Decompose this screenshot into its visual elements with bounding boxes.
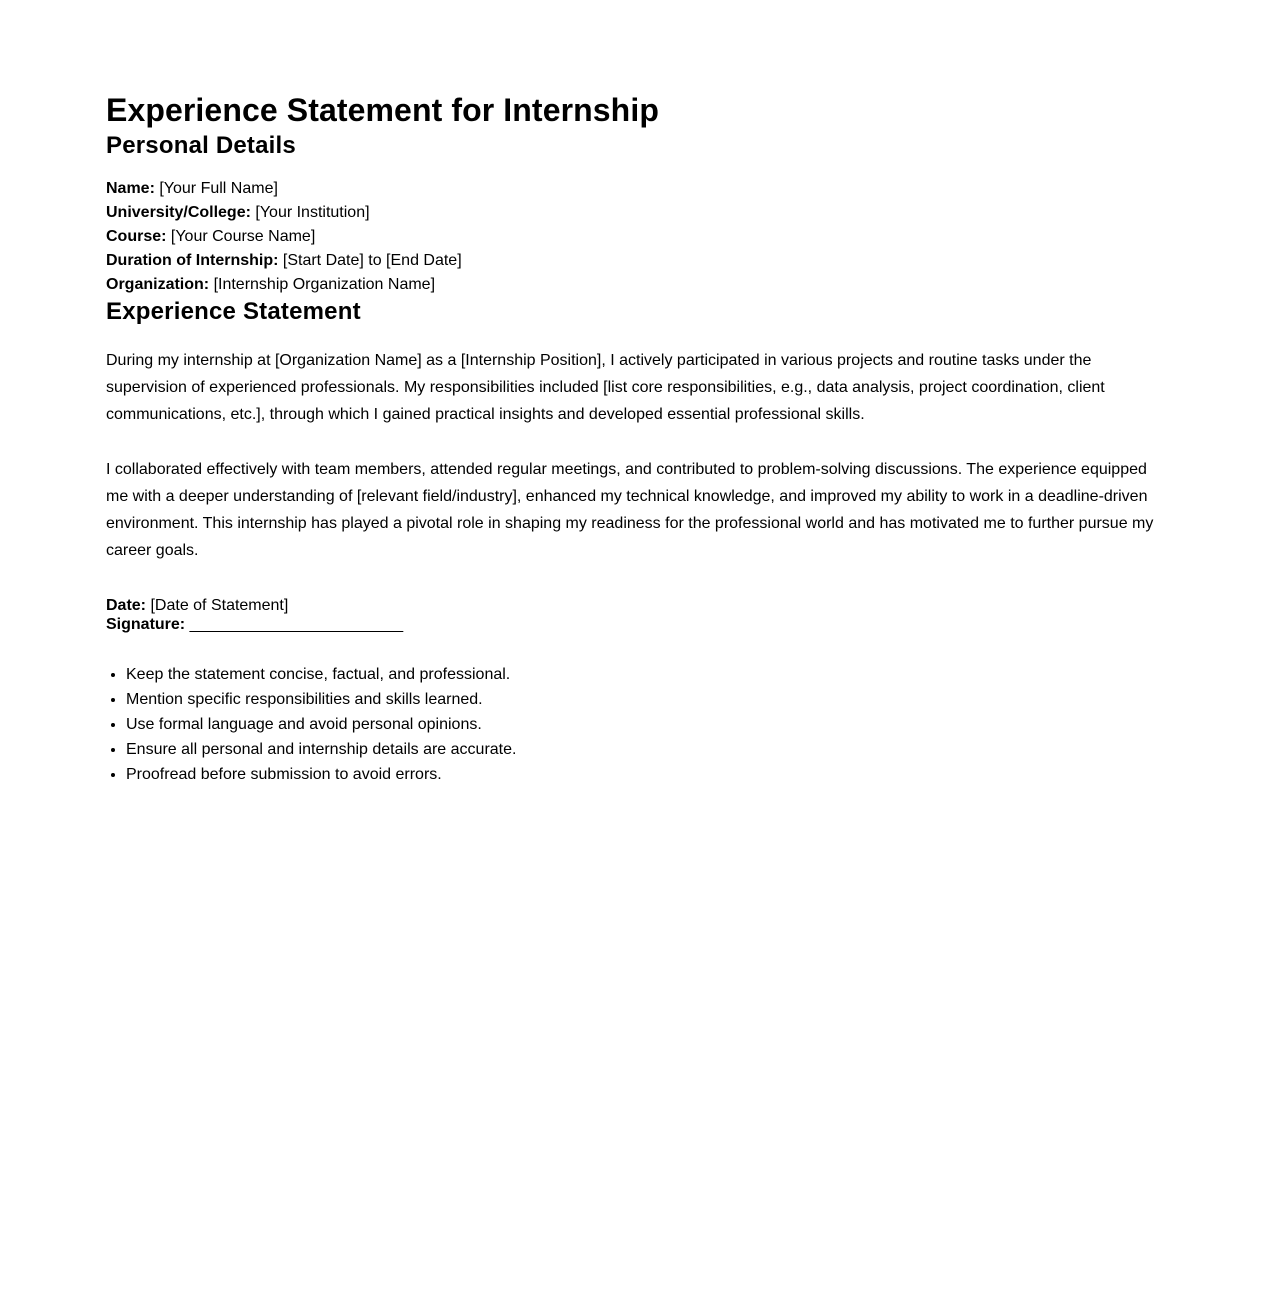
detail-label: Duration of Internship: xyxy=(106,252,279,269)
signature-line: ________________________ xyxy=(189,616,404,633)
experience-statement-heading: Experience Statement xyxy=(106,298,361,325)
detail-row-organization xyxy=(106,273,1166,297)
detail-value: [Your Course Name] xyxy=(170,228,316,245)
detail-value: [Internship Organization Name] xyxy=(213,276,436,293)
detail-row-course xyxy=(106,225,1166,249)
detail-row-duration xyxy=(106,249,1166,273)
personal-details-heading: Personal Details xyxy=(106,132,296,159)
date-label: Date: xyxy=(106,597,147,614)
list-item: • Proofread before submission to avoid errors. xyxy=(126,762,1166,787)
detail-label: University/College: xyxy=(106,204,251,221)
signature-row xyxy=(106,615,1166,634)
signature-label: Signature: xyxy=(106,616,186,633)
list-item: • Use formal language and avoid personal opinions. xyxy=(126,712,1166,737)
detail-row-university xyxy=(106,201,1166,225)
detail-value: [Your Full Name] xyxy=(159,180,278,197)
date-row xyxy=(106,596,1166,615)
detail-value: [Your Institution] xyxy=(255,204,370,221)
signoff-block xyxy=(106,596,1166,634)
experience-paragraph-2: I collaborated effectively with team members, attended regular meetings, and contributed to problem-solving discussions. The experience equipped me with a deeper understanding of [relevant field/industry], enhanced my technical knowledge, and improved my ability to work in a deadline-driven environment. This internship has played a pivotal role in shaping my readiness for the professional world and has motivated me to further pursue my career goals. xyxy=(106,461,1154,559)
detail-row-name xyxy=(106,177,1166,201)
page-title: Experience Statement for Internship xyxy=(106,92,659,128)
list-item: • Keep the statement concise, factual, and professional. xyxy=(126,662,1166,687)
detail-label: Course: xyxy=(106,228,167,245)
list-item: • Mention specific responsibilities and skills learned. xyxy=(126,687,1166,712)
personal-details-list xyxy=(106,177,1166,297)
tips-list xyxy=(106,662,1166,787)
experience-paragraph-1: During my internship at [Organization Name] as a [Internship Position], I actively participated in various projects and routine tasks under the supervision of experienced professionals. My responsibilities included [list core responsibilities, e.g., data analysis, project coordination, client communications, etc.], through which I gained practical insights and developed essential professional skills. xyxy=(106,352,1105,423)
date-value: [Date of Statement] xyxy=(150,597,289,614)
detail-label: Organization: xyxy=(106,276,210,293)
detail-value: [Start Date] to [End Date] xyxy=(282,252,462,269)
detail-label: Name: xyxy=(106,180,155,197)
list-item: • Ensure all personal and internship details are accurate. xyxy=(126,737,1166,762)
